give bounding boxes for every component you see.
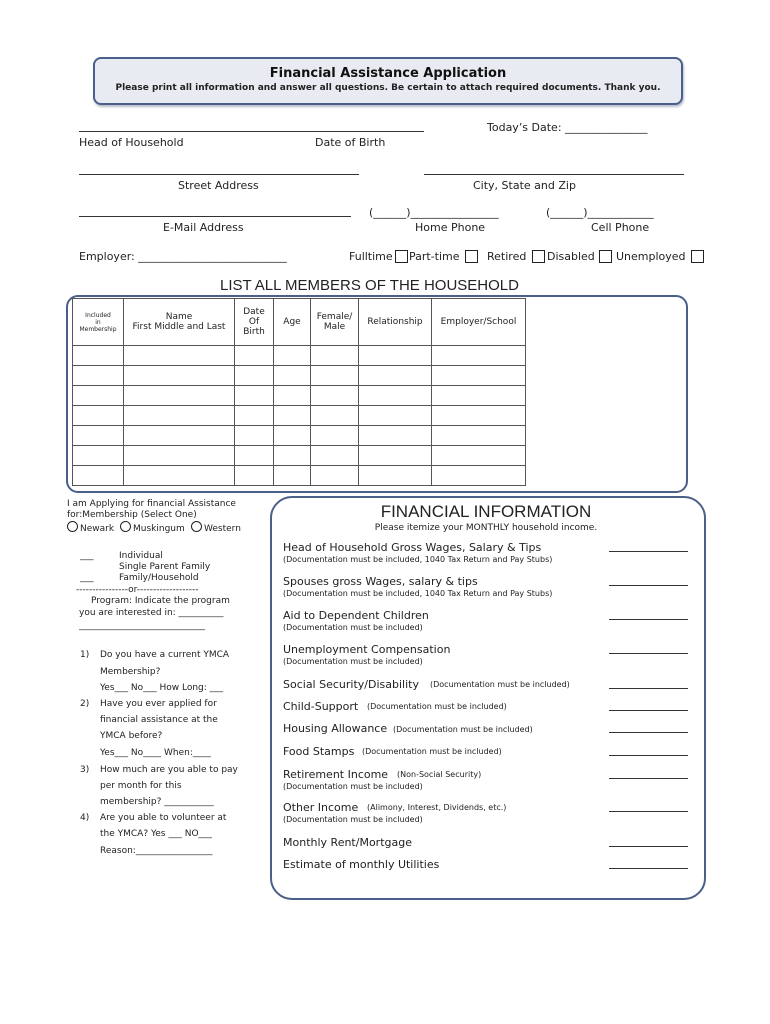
col-name <box>124 299 235 346</box>
form-title: Financial Assistance Application <box>269 66 507 81</box>
individual-blank[interactable]: ___ <box>80 551 94 561</box>
col-name-line: Name <box>165 312 193 322</box>
western-radio[interactable] <box>191 521 202 532</box>
income-food-stamps-field[interactable] <box>609 755 688 756</box>
col-included-line: Included <box>85 311 111 319</box>
income-unemployment-field[interactable] <box>609 653 688 654</box>
financial-subtitle: Please itemize your MONTHLY household income. <box>374 523 598 533</box>
income-adc-note: (Documentation must be included) <box>283 623 423 632</box>
home-phone-label: Home Phone <box>415 221 486 234</box>
col-dob <box>235 299 274 346</box>
q3-number: 3) <box>80 765 90 775</box>
q2-text: YMCA before? <box>100 731 163 741</box>
status-fulltime-label: Fulltime <box>349 250 393 263</box>
muskingum-radio[interactable] <box>120 521 131 532</box>
table-row[interactable] <box>73 346 526 366</box>
financial-title: FINANCIAL INFORMATION <box>380 502 592 521</box>
disabled-checkbox[interactable] <box>599 250 612 263</box>
table-row[interactable] <box>73 366 526 386</box>
western-label: Western <box>204 524 241 534</box>
household-table <box>72 298 526 486</box>
income-housing: Housing Allowance <box>283 722 388 735</box>
table-row[interactable] <box>73 466 526 486</box>
q2-number: 2) <box>80 699 90 709</box>
street-address-field[interactable] <box>79 174 359 175</box>
table-row[interactable] <box>73 426 526 446</box>
q4-text: Are you able to volunteer at <box>100 813 227 823</box>
head-of-household-label: Head of Household <box>79 136 184 149</box>
income-other-field[interactable] <box>609 811 688 812</box>
income-retirement-field[interactable] <box>609 778 688 779</box>
income-adc: Aid to Dependent Children <box>283 609 429 622</box>
q2-answer[interactable]: Yes___ No____ When:____ <box>100 748 211 758</box>
col-gender-line: Male <box>323 322 346 332</box>
income-retirement: Retirement Income <box>283 768 389 781</box>
col-relationship: Relationship <box>359 299 432 346</box>
email-field[interactable] <box>79 216 351 217</box>
col-age: Age <box>274 299 311 346</box>
status-parttime-label: Part-time <box>409 250 460 263</box>
q2-text: Have you ever applied for <box>100 699 217 709</box>
street-address-label: Street Address <box>178 179 259 192</box>
income-spouse-wages: Spouses gross Wages, salary & tips <box>283 575 478 588</box>
income-head-wages-field[interactable] <box>609 551 688 552</box>
city-state-zip-field[interactable] <box>424 174 684 175</box>
income-adc-field[interactable] <box>609 619 688 620</box>
single-parent-label: Single Parent Family <box>119 562 211 572</box>
income-child-support-note: (Documentation must be included) <box>367 702 507 711</box>
col-gender <box>311 299 359 346</box>
income-head-wages-note: (Documentation must be included, 1040 Tax Return and Pay Stubs) <box>283 555 553 564</box>
fulltime-checkbox[interactable] <box>395 250 408 263</box>
q2-text: financial assistance at the <box>100 715 218 725</box>
cell-phone-label: Cell Phone <box>591 221 650 234</box>
location-newark[interactable] <box>67 521 114 534</box>
status-retired-label: Retired <box>487 250 527 263</box>
unemployed-checkbox[interactable] <box>691 250 704 263</box>
col-name-line: First Middle and Last <box>132 322 226 332</box>
income-other-note: (Alimony, Interest, Dividends, etc.) <box>367 803 507 812</box>
col-employer-school: Employer/School <box>432 299 526 346</box>
q4-reason[interactable]: Reason:_________________ <box>100 846 213 856</box>
income-retirement-note: (Non-Social Security) <box>397 770 482 779</box>
q1-answer[interactable]: Yes___ No___ How Long: ___ <box>100 683 224 693</box>
q1-text: Membership? <box>100 667 161 677</box>
q3-text: How much are you able to pay <box>100 765 238 775</box>
col-included <box>73 299 124 346</box>
expense-utilities: Estimate of monthly Utilities <box>283 858 440 871</box>
q4-number: 4) <box>80 813 90 823</box>
income-food-stamps-note: (Documentation must be included) <box>362 747 502 756</box>
cell-phone-field[interactable]: (______)____________ <box>546 206 654 219</box>
income-social-security-note: (Documentation must be included) <box>430 680 570 689</box>
form-header <box>93 57 683 105</box>
income-child-support-field[interactable] <box>609 710 688 711</box>
status-unemployed-label: Unemployed <box>616 250 686 263</box>
program-line[interactable]: ____________________________ <box>79 621 205 631</box>
income-spouse-wages-field[interactable] <box>609 585 688 586</box>
table-row[interactable] <box>73 386 526 406</box>
location-western[interactable] <box>191 521 241 534</box>
q3-text: per month for this <box>100 781 182 791</box>
retired-checkbox[interactable] <box>532 250 545 263</box>
newark-label: Newark <box>80 524 115 534</box>
income-head-wages: Head of Household Gross Wages, Salary & Tips <box>283 541 542 554</box>
col-included-line: in <box>95 318 101 326</box>
income-housing-field[interactable] <box>609 732 688 733</box>
newark-radio[interactable] <box>67 521 78 532</box>
table-row[interactable] <box>73 406 526 426</box>
employer-field[interactable]: Employer: ___________________________ <box>79 250 287 263</box>
expense-rent: Monthly Rent/Mortgage <box>283 836 412 849</box>
form-instructions: Please print all information and answer all questions. Be certain to attach required documents. Thank you. <box>115 83 661 93</box>
todays-date-field[interactable]: Today’s Date: _______________ <box>487 121 648 134</box>
or-divider: ----------------or------------------- <box>76 585 199 595</box>
income-unemployment: Unemployment Compensation <box>283 643 451 656</box>
col-dob-line: Date <box>243 307 265 317</box>
membership-select-text: for:Membership (Select One) <box>67 510 197 520</box>
family-blank[interactable]: ___ <box>80 573 94 583</box>
income-social-security: Social Security/Disability <box>283 678 419 691</box>
col-dob-line: Of <box>248 317 260 327</box>
col-included-line: Membership <box>79 325 117 333</box>
q1-number: 1) <box>80 650 90 660</box>
home-phone-field[interactable]: (______)________________ <box>369 206 499 219</box>
program-field[interactable]: you are interested in: __________ <box>79 608 224 618</box>
income-unemployment-note: (Documentation must be included) <box>283 657 423 666</box>
family-label: Family/Household <box>119 573 199 583</box>
program-text: Program: Indicate the program <box>91 596 230 606</box>
applying-text: I am Applying for financial Assistance <box>67 499 236 509</box>
col-gender-line: Female/ <box>316 312 353 322</box>
income-food-stamps: Food Stamps <box>283 745 355 758</box>
parttime-checkbox[interactable] <box>465 250 478 263</box>
q4-answer[interactable]: the YMCA? Yes ___ NO___ <box>100 829 213 839</box>
income-other: Other Income <box>283 801 359 814</box>
head-of-household-field[interactable] <box>79 131 424 132</box>
q1-text: Do you have a current YMCA <box>100 650 230 660</box>
income-other-doc-note: (Documentation must be included) <box>283 815 423 824</box>
q3-answer[interactable]: membership? ___________ <box>100 797 214 807</box>
city-state-zip-label: City, State and Zip <box>473 179 576 192</box>
email-label: E-Mail Address <box>163 221 244 234</box>
expense-utilities-field[interactable] <box>609 868 688 869</box>
individual-label: Individual <box>119 551 163 561</box>
expense-rent-field[interactable] <box>609 846 688 847</box>
date-of-birth-label: Date of Birth <box>315 136 386 149</box>
income-housing-note: (Documentation must be included) <box>393 725 533 734</box>
household-title: LIST ALL MEMBERS OF THE HOUSEHOLD <box>220 277 519 294</box>
income-child-support: Child-Support <box>283 700 359 713</box>
table-row[interactable] <box>73 446 526 466</box>
location-muskingum[interactable] <box>120 521 185 534</box>
income-spouse-wages-note: (Documentation must be included, 1040 Tax Return and Pay Stubs) <box>283 589 553 598</box>
income-social-security-field[interactable] <box>609 688 688 689</box>
col-dob-line: Birth <box>243 327 265 337</box>
income-retirement-doc-note: (Documentation must be included) <box>283 782 423 791</box>
status-disabled-label: Disabled <box>547 250 595 263</box>
muskingum-label: Muskingum <box>133 524 185 534</box>
